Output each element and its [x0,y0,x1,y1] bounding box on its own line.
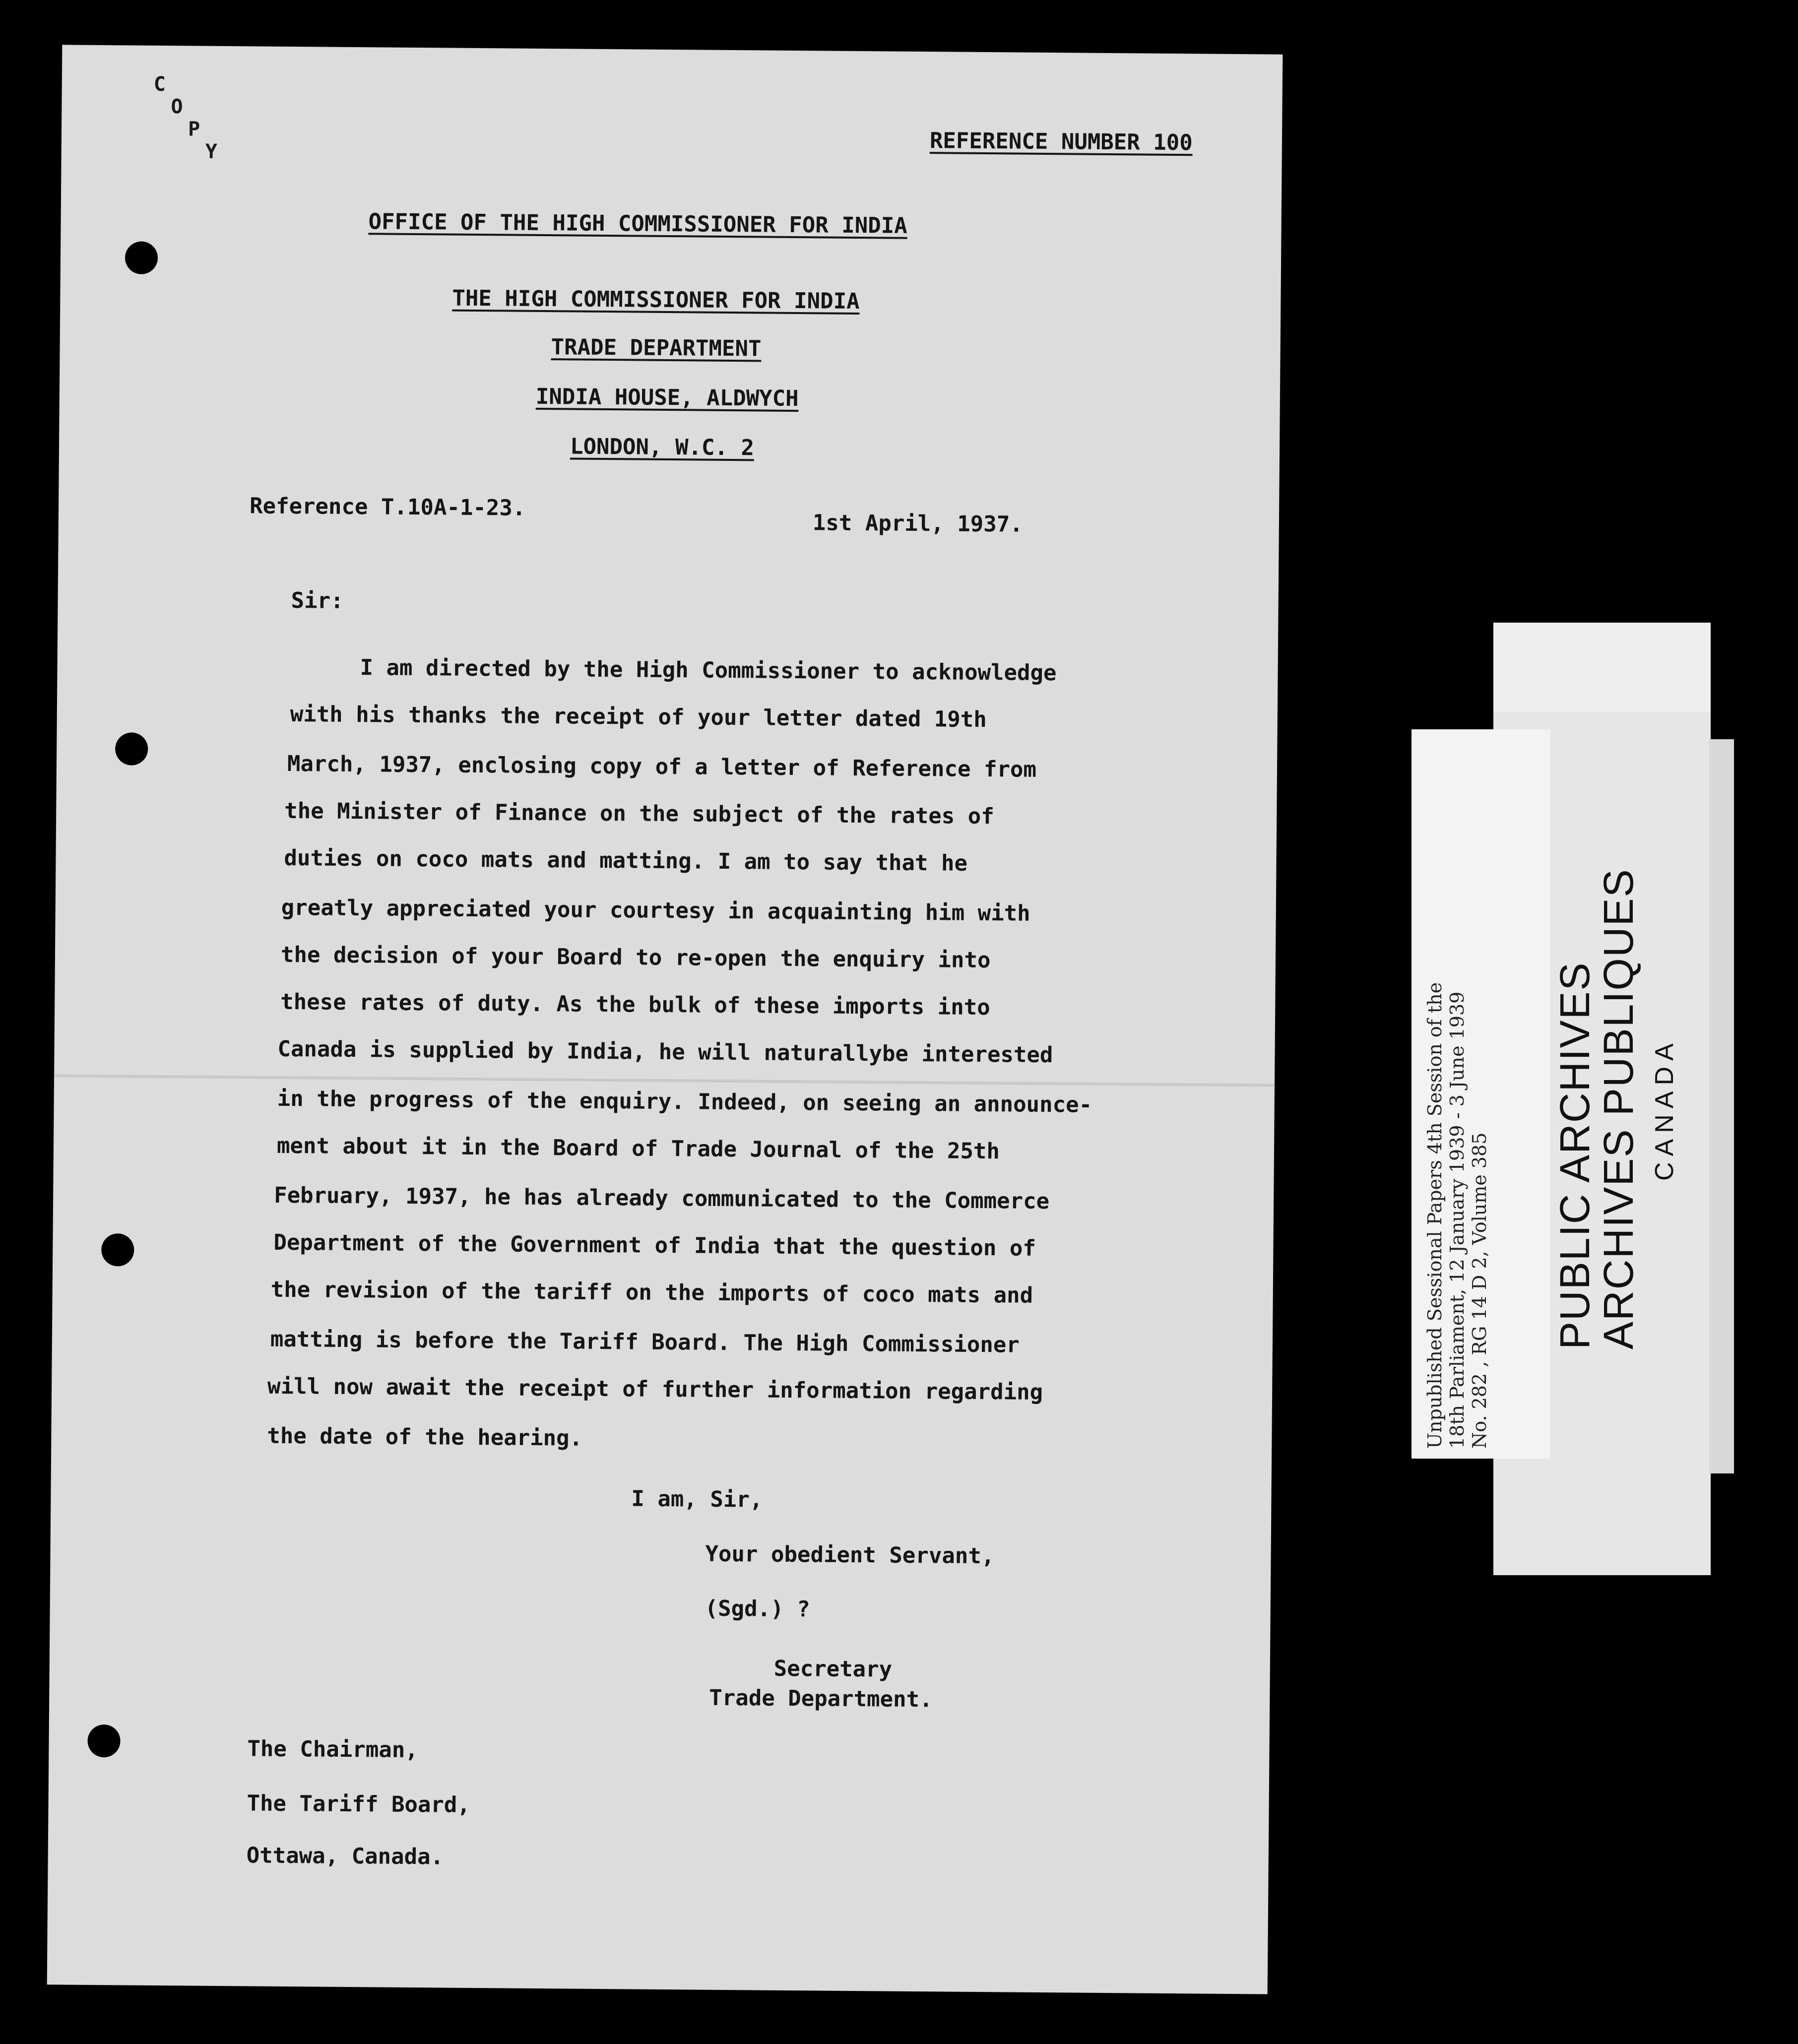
addressee-line-3: Ottawa, Canada. [246,1843,444,1870]
citation-line-1: Unpublished Sessional Papers 4th Session of the [1424,982,1446,1449]
copy-letter-p: P [188,118,200,141]
letterhead-line-1: THE HIGH COMMISSIONER FOR INDIA [452,285,860,315]
body-line: greatly appreciated your courtesy in acquainting him with [281,894,1030,926]
reference-code: Reference T.10A-1-23. [249,493,526,521]
body-line: I am directed by the High Commissioner to acknowledge [360,655,1057,686]
punch-hole-3 [101,1233,134,1267]
archive-label-tab [1493,623,1711,712]
letter-date: 1st April, 1937. [812,510,1023,537]
archives-publiques-text: ARCHIVES PUBLIQUES [1595,868,1642,1349]
body-line: the date of the hearing. [267,1423,583,1451]
signatory-title: Secretary [773,1656,893,1682]
body-line: February, 1937, he has already communicated to the Commerce [273,1182,1050,1214]
body-line: Canada is supplied by India, he will naturallybe interested [277,1036,1053,1068]
letterhead-line-2: TRADE DEPARTMENT [551,334,762,362]
copy-letter-o: O [171,95,183,119]
body-line: the revision of the tariff on the imports of coco mats and [270,1277,1033,1308]
body-line: ment about it in the Board of Trade Journal of the 25th [276,1133,1000,1164]
archive-label-edge [1709,739,1734,1473]
office-heading: OFFICE OF THE HIGH COMMISSIONER FOR INDIA [368,209,907,239]
signatory-department: Trade Department. [709,1685,933,1713]
body-line: March, 1937, enclosing copy of a letter of Reference from [287,751,1037,782]
letterhead-line-3: INDIA HOUSE, ALDWYCH [535,383,799,412]
addressee-line-1: The Chairman, [247,1736,418,1763]
salutation: Sir: [291,588,344,614]
body-line: with his thanks the receipt of your letter dated 19th [290,702,987,733]
punch-hole-2 [115,732,148,766]
letter-page [47,45,1283,1994]
body-line: the decision of your Board to re-open the enquiry into [280,942,991,973]
letterhead-line-4: LONDON, W.C. 2 [570,434,755,461]
body-line: duties on coco mats and matting. I am to say that he [284,845,968,876]
body-line: Department of the Government of India that the question of [273,1229,1036,1261]
copy-letter-c: C [153,72,166,96]
page-fold-line [54,1074,1275,1086]
punch-hole-1 [125,241,158,274]
body-line: these rates of duty. As the bulk of these imports into [280,989,990,1021]
body-line: the Minister of Finance on the subject of the rates of [284,798,994,830]
reference-number: REFERENCE NUMBER 100 [929,128,1193,156]
closing-line-1: I am, Sir, [631,1486,763,1513]
body-line: in the progress of the enquiry. Indeed, on seeing an announce- [277,1086,1092,1118]
punch-hole-4 [87,1725,121,1758]
citation-line-2: 18th Parliament, 12 January 1939 - 3 June 1939 [1446,991,1468,1449]
signed-line: (Sgd.) ? [705,1596,810,1622]
copy-letter-y: Y [205,140,217,163]
closing-line-2: Your obedient Servant, [705,1541,995,1569]
citation-line-3: No. 282 , RG 14 D 2, Volume 385 [1468,1132,1490,1449]
archive-citation [1424,982,1490,1449]
archive-title [1553,868,1640,1349]
body-line: will now await the receipt of further information regarding [267,1373,1043,1405]
addressee-line-2: The Tariff Board, [247,1790,471,1818]
public-archives-text: PUBLIC ARCHIVES [1551,961,1598,1349]
canada-text: CANADA [1650,1037,1679,1181]
body-line: matting is before the Tariff Board. The High Commissioner [270,1326,1020,1358]
copy-stamp [153,73,223,168]
